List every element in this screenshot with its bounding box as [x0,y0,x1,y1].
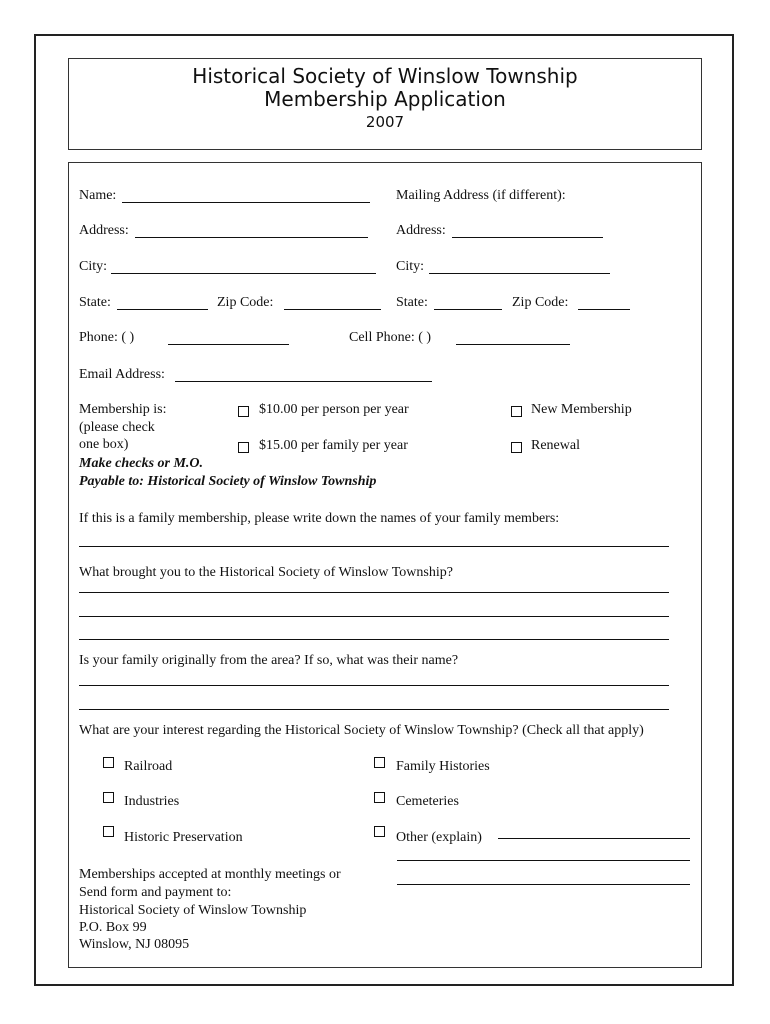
industries-checkbox[interactable] [103,792,114,803]
mailing-address-label: Mailing Address (if different): [396,188,566,203]
renewal-checkbox[interactable] [511,442,522,453]
email-field[interactable] [175,381,432,382]
mailing-city-label: City: [396,259,425,274]
family-histories-checkbox[interactable] [374,757,385,768]
footer-send: Send form and payment to: [79,885,232,900]
what-brought-question: What brought you to the Historical Society of Winslow Township? [79,565,453,580]
family-origin-question: Is your family originally from the area? If so, what was their name? [79,653,459,668]
historic-preservation-checkbox[interactable] [103,826,114,837]
historic-preservation-label: Historic Preservation [124,830,243,845]
railroad-label: Railroad [124,759,173,774]
zip-label: Zip Code: [217,295,274,310]
payable-note: Make checks or M.O. [79,456,204,471]
footer-po-box: P.O. Box 99 [79,920,147,935]
city-field[interactable] [111,273,376,274]
form-title: Historical Society of Winslow Township [192,64,578,88]
new-membership-label: New Membership [531,402,632,417]
phone-field[interactable] [168,344,289,345]
city-label: City: [79,259,108,274]
interests-question: What are your interest regarding the Historical Society of Winslow Township? (Check all that apply) [79,723,644,738]
payable-to: Payable to: Historical Society of Winslow Township [79,474,377,489]
family-origin-line-1[interactable] [79,685,669,686]
footer-org: Historical Society of Winslow Township [79,903,307,918]
new-membership-checkbox[interactable] [511,406,522,417]
address-field[interactable] [135,237,368,238]
mailing-zip-field[interactable] [578,309,630,310]
mailing-state-field[interactable] [434,309,502,310]
family-origin-line-2[interactable] [79,709,669,710]
form-subtitle: Membership Application [264,87,506,111]
per-family-label: $15.00 per family per year [259,438,408,453]
per-person-checkbox[interactable] [238,406,249,417]
other-label: Other (explain) [396,830,482,845]
other-checkbox[interactable] [374,826,385,837]
family-names-line[interactable] [79,546,669,547]
other-explain-line-2[interactable] [397,860,690,861]
name-field[interactable] [122,202,370,203]
form-header [68,58,702,150]
per-family-checkbox[interactable] [238,442,249,453]
state-label: State: [79,295,111,310]
name-label: Name: [79,188,117,203]
cell-phone-label: Cell Phone: ( ) [349,330,432,345]
address-label: Address: [79,223,129,238]
mailing-address-field[interactable] [452,237,603,238]
what-brought-line-1[interactable] [79,592,669,593]
family-names-question: If this is a family membership, please write down the names of your family members: [79,511,560,526]
form-year: 2007 [365,113,405,131]
other-explain-line-1[interactable] [498,838,690,839]
railroad-checkbox[interactable] [103,757,114,768]
footer-meetings: Memberships accepted at monthly meetings or [79,867,341,882]
mailing-city-field[interactable] [429,273,610,274]
zip-field[interactable] [284,309,381,310]
membership-label: Membership is: [79,402,167,417]
footer-city: Winslow, NJ 08095 [79,937,190,952]
renewal-label: Renewal [531,438,580,453]
mailing-zip-label: Zip Code: [512,295,569,310]
cemeteries-checkbox[interactable] [374,792,385,803]
what-brought-line-2[interactable] [79,616,669,617]
cemeteries-label: Cemeteries [396,794,459,809]
family-histories-label: Family Histories [396,759,490,774]
other-explain-line-3[interactable] [397,884,690,885]
mailing-address-line-label: Address: [396,223,446,238]
email-label: Email Address: [79,367,165,382]
phone-label: Phone: ( ) [79,330,135,345]
membership-hint-2: one box) [79,437,129,452]
what-brought-line-3[interactable] [79,639,669,640]
per-person-label: $10.00 per person per year [259,402,409,417]
industries-label: Industries [124,794,180,809]
membership-hint: (please check [79,420,155,435]
state-field[interactable] [117,309,208,310]
mailing-state-label: State: [396,295,428,310]
cell-phone-field[interactable] [456,344,570,345]
